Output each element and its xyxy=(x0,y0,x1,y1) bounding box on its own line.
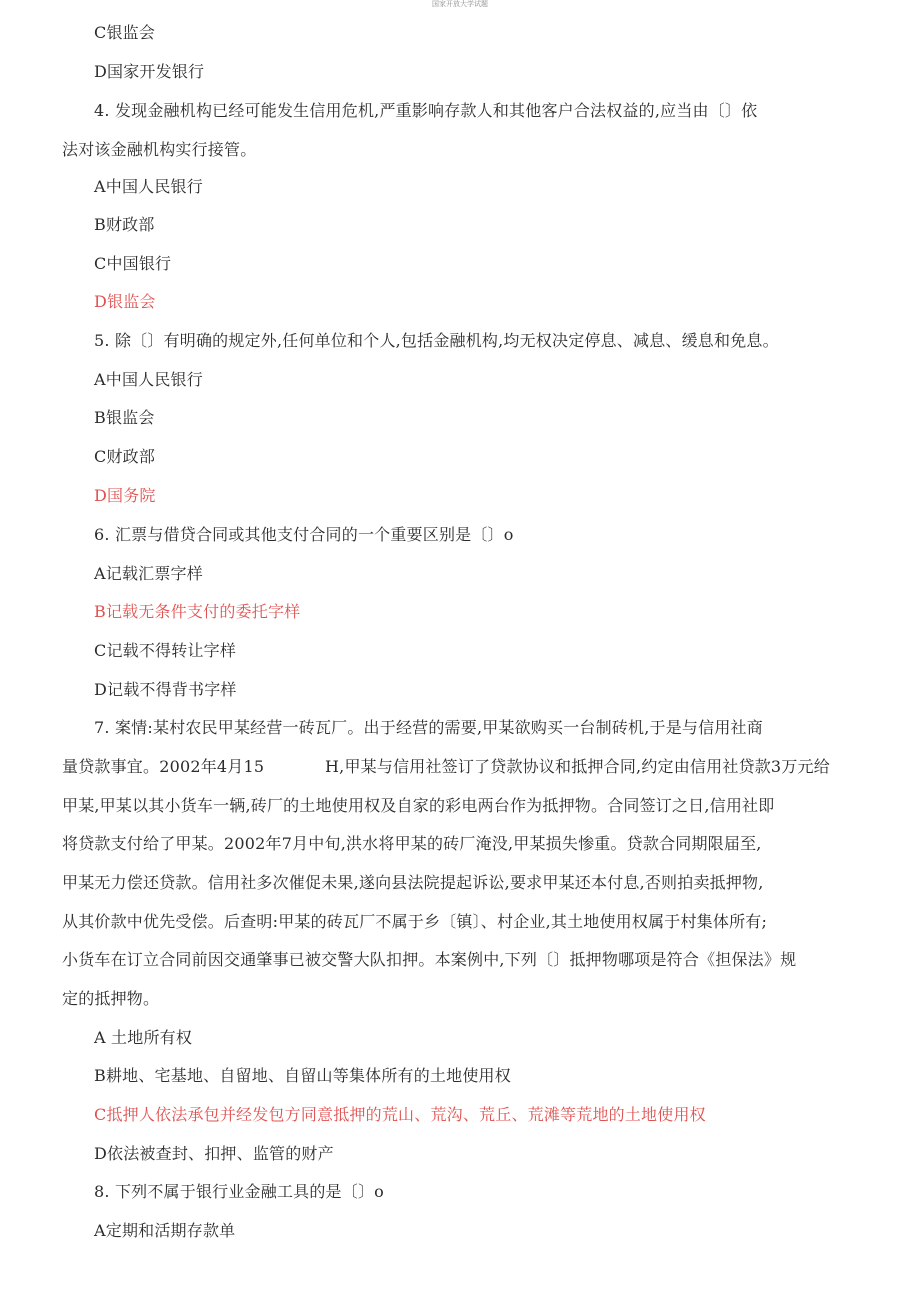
option-d: D国家开发银行 xyxy=(94,62,205,81)
option-b: B耕地、宅基地、自留地、自留山等集体所有的土地使用权 xyxy=(94,1066,511,1085)
option-b: B财政部 xyxy=(94,215,155,234)
option-c: C中国银行 xyxy=(94,254,172,273)
question-7-stem-continued: 甲某,甲某以其小货车一辆,砖厂的土地使用权及自家的彩电两台作为抵押物。合同签订之日,信用社即 xyxy=(62,796,775,815)
option-d-answer: D国务院 xyxy=(94,486,156,505)
question-7-stem-continued: 量贷款事宜。2002年4月15 xyxy=(62,757,265,776)
option-a: A中国人民银行 xyxy=(94,177,203,196)
option-a: A 土地所有权 xyxy=(94,1028,193,1047)
option-c: C财政部 xyxy=(94,447,156,466)
question-7-stem-continued: 从其价款中优先受偿。后查明:甲某的砖瓦厂不属于乡〔镇〕、村企业,其土地使用权属于村集体所有; xyxy=(62,912,768,931)
option-b-answer: B记载无条件支付的委托字样 xyxy=(94,602,301,621)
question-7-stem-continued: H,甲某与信用社签订了贷款协议和抵押合同,约定由信用社贷款3万元给 xyxy=(325,757,830,776)
option-a: A记载汇票字样 xyxy=(94,564,203,583)
option-a: A中国人民银行 xyxy=(94,370,203,389)
question-7-stem-continued: 小货车在订立合同前因交通肇事已被交警大队扣押。本案例中,下列〔〕抵押物哪项是符合《担保法》规 xyxy=(62,950,797,969)
page-header: 国家开放大学试题 xyxy=(432,0,488,8)
option-b: B银监会 xyxy=(94,408,155,427)
option-d: D依法被查封、扣押、监管的财产 xyxy=(94,1144,334,1163)
option-a: A定期和活期存款单 xyxy=(94,1221,236,1240)
option-d: D记载不得背书字样 xyxy=(94,680,237,699)
question-7-stem: 7. 案情:某村农民甲某经营一砖瓦厂。出于经营的需要,甲某欲购买一台制砖机,于是与信用社商 xyxy=(94,718,763,737)
question-7-stem-continued: 定的抵押物。 xyxy=(62,989,160,1008)
question-4-stem-continued: 法对该金融机构实行接管。 xyxy=(62,140,257,159)
question-4-stem: 4. 发现金融机构已经可能发生信用危机,严重影响存款人和其他客户合法权益的,应当由〔〕依 xyxy=(94,101,758,120)
question-7-stem-continued: 将贷款支付给了甲某。2002年7月中旬,洪水将甲某的砖厂淹没,甲某损失惨重。贷款合同期限届至, xyxy=(62,834,762,853)
option-c: C银监会 xyxy=(94,23,156,42)
option-c-answer: C抵押人依法承包并经发包方同意抵押的荒山、荒沟、荒丘、荒滩等荒地的土地使用权 xyxy=(94,1105,706,1124)
question-8-stem: 8. 下列不属于银行业金融工具的是〔〕o xyxy=(94,1182,384,1201)
question-6-stem: 6. 汇票与借贷合同或其他支付合同的一个重要区别是〔〕o xyxy=(94,525,514,544)
option-c: C记载不得转让字样 xyxy=(94,641,237,660)
question-7-stem-continued: 甲某无力偿还贷款。信用社多次催促未果,遂向县法院提起诉讼,要求甲某还本付息,否则拍卖抵押物, xyxy=(62,873,764,892)
question-5-stem: 5. 除〔〕有明确的规定外,任何单位和个人,包括金融机构,均无权决定停息、减息、缓息和免息。 xyxy=(94,331,779,350)
option-d-answer: D银监会 xyxy=(94,292,156,311)
